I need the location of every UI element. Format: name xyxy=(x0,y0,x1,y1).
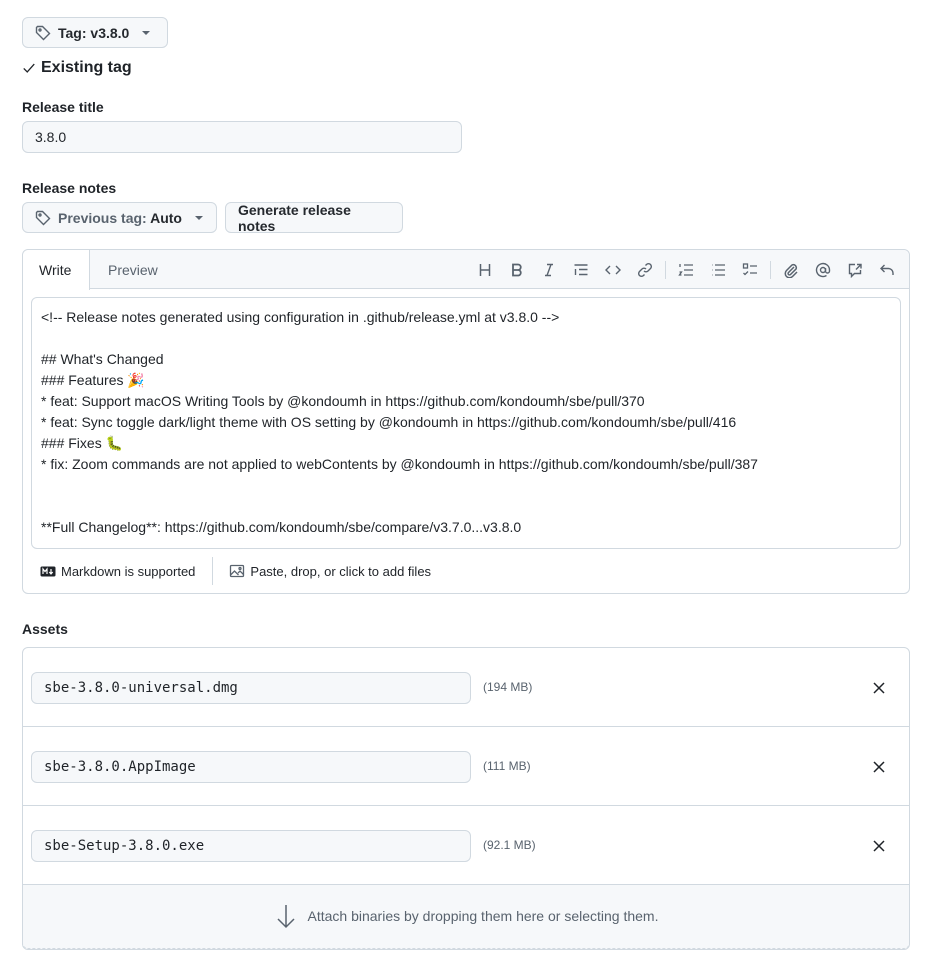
markdown-toolbar xyxy=(469,250,903,289)
tag-icon xyxy=(35,210,51,226)
release-title-label: Release title xyxy=(22,99,104,115)
asset-name: sbe-Setup-3.8.0.exe xyxy=(44,838,205,854)
close-icon xyxy=(873,840,885,852)
close-icon xyxy=(873,761,885,773)
remove-asset-button[interactable] xyxy=(867,834,891,858)
attach-note: Paste, drop, or click to add files xyxy=(250,563,432,579)
editor-footer xyxy=(23,549,909,593)
tag-selector-button[interactable] xyxy=(22,17,168,48)
paperclip-icon[interactable] xyxy=(775,254,807,286)
quote-icon[interactable] xyxy=(565,254,597,286)
remove-asset-button[interactable] xyxy=(867,755,891,779)
asset-row xyxy=(23,727,909,806)
previous-tag-button[interactable] xyxy=(22,202,217,233)
toolbar-divider xyxy=(665,261,666,279)
ordered-list-icon[interactable] xyxy=(670,254,702,286)
bold-icon[interactable] xyxy=(501,254,533,286)
heading-icon[interactable] xyxy=(469,254,501,286)
release-title-value: 3.8.0 xyxy=(35,129,67,145)
image-icon xyxy=(229,563,245,579)
tab-preview[interactable]: Preview xyxy=(108,262,158,278)
assets-label: Assets xyxy=(22,621,68,637)
release-notes-label: Release notes xyxy=(22,180,117,196)
italic-icon[interactable] xyxy=(533,254,565,286)
toolbar-divider xyxy=(770,261,771,279)
release-title-input[interactable] xyxy=(22,121,462,153)
markdown-icon xyxy=(40,566,56,577)
editor-tabbar xyxy=(23,250,909,289)
asset-name-input[interactable] xyxy=(31,672,471,704)
check-icon xyxy=(22,61,36,75)
arrow-down-icon xyxy=(274,903,298,929)
mention-icon[interactable] xyxy=(807,254,839,286)
asset-name: sbe-3.8.0-universal.dmg xyxy=(44,680,238,696)
undo-icon[interactable] xyxy=(871,254,903,286)
tag-selector-label: Tag: v3.8.0 xyxy=(58,24,130,41)
attach-files-link[interactable] xyxy=(213,563,447,579)
tag-icon xyxy=(35,25,51,41)
caret-down-icon xyxy=(142,31,150,35)
markdown-note: Markdown is supported xyxy=(61,563,196,579)
release-notes-textarea[interactable]: <!-- Release notes generated using configuration in .github/release.yml at v3.8.0 --> ## What's Changed ### Features 🎉 * feat: Support macOS Writing Tools by @kondoumh in https://github.com/kondoumh/sbe/pull/370 * feat: Sync toggle dark/light theme with OS setting by @kondoumh in https://github.com/kondoumh/sbe/pull/416 ### Fixes 🐛 * fix: Zoom commands are not applied to webContents by @kondoumh in https://github.com/kondoumh/sbe/pull/387 **Full Changelog**: https://github.com/kondoumh/sbe/compare/v3.7.0...v3.8.0 xyxy=(31,297,901,549)
code-icon[interactable] xyxy=(597,254,629,286)
tag-status-text: Existing tag xyxy=(41,59,132,76)
close-icon xyxy=(873,682,885,694)
previous-tag-prefix: Previous tag: xyxy=(58,209,147,226)
asset-row xyxy=(23,648,909,727)
asset-size: (92.1 MB) xyxy=(483,838,536,852)
asset-dropzone[interactable] xyxy=(22,884,910,949)
release-notes-editor xyxy=(22,249,910,594)
remove-asset-button[interactable] xyxy=(867,676,891,700)
cross-reference-icon[interactable] xyxy=(839,254,871,286)
tag-status xyxy=(22,59,132,77)
asset-size: (111 MB) xyxy=(483,759,531,773)
caret-down-icon xyxy=(195,216,203,220)
link-icon[interactable] xyxy=(629,254,661,286)
generate-release-notes-button[interactable]: Generate release notes xyxy=(225,202,403,233)
dropzone-text: Attach binaries by dropping them here or selecting them. xyxy=(307,908,659,924)
tab-write[interactable]: Write xyxy=(23,250,90,290)
asset-size: (194 MB) xyxy=(483,680,533,694)
asset-name-input[interactable] xyxy=(31,751,471,783)
assets-list xyxy=(22,647,910,950)
unordered-list-icon[interactable] xyxy=(702,254,734,286)
markdown-supported-link[interactable] xyxy=(23,557,213,585)
asset-row xyxy=(23,806,909,885)
asset-name-input[interactable] xyxy=(31,830,471,862)
task-list-icon[interactable] xyxy=(734,254,766,286)
previous-tag-value: Auto xyxy=(150,209,182,226)
asset-name: sbe-3.8.0.AppImage xyxy=(44,759,196,775)
